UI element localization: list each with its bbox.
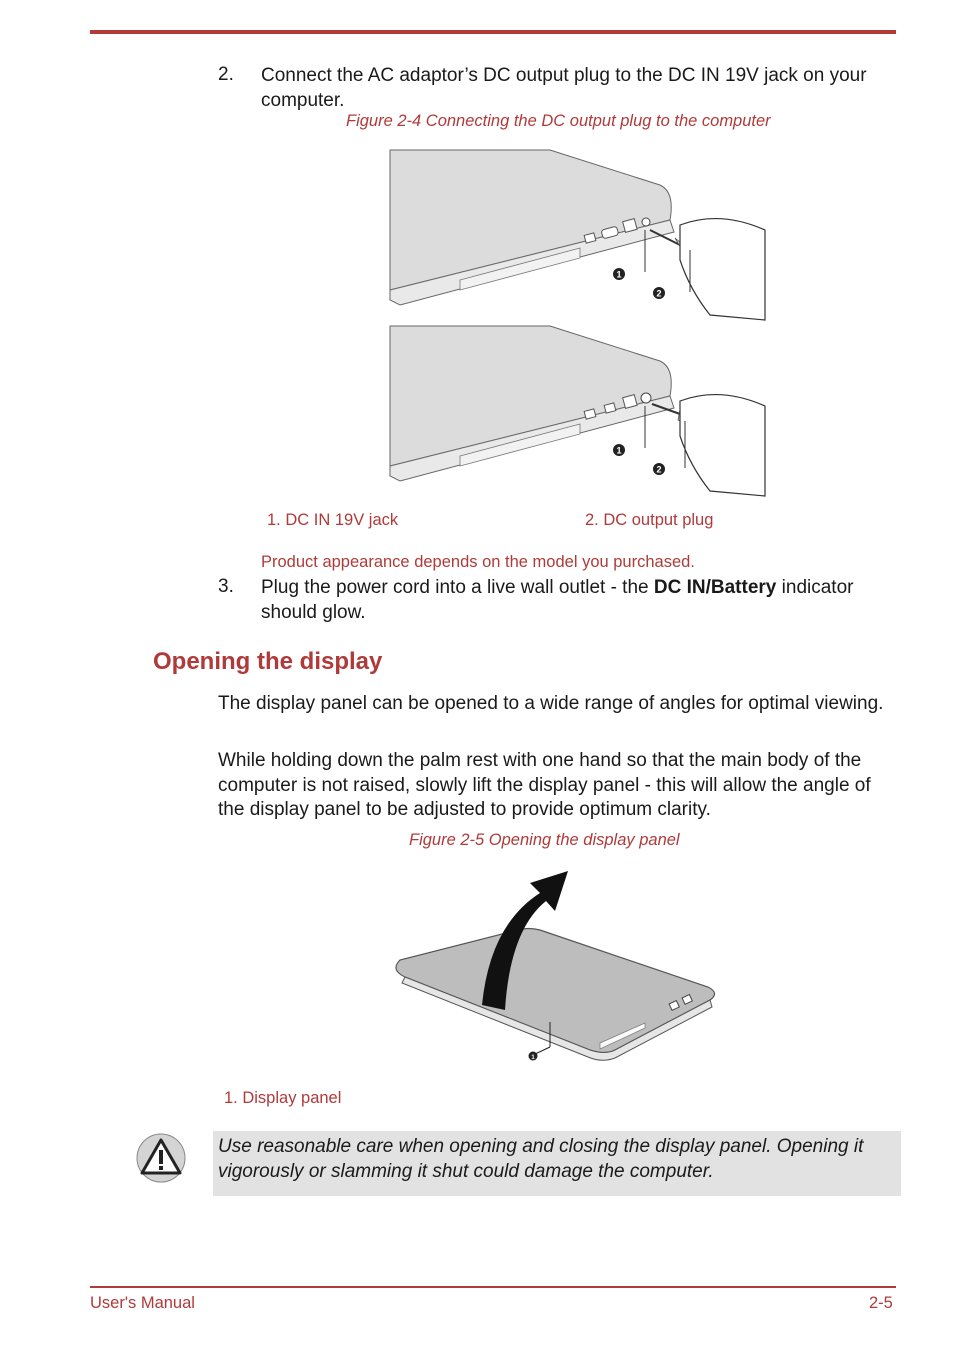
warning-box [213, 1131, 901, 1196]
figure-2-4-legend-1: 1. DC IN 19V jack [267, 511, 399, 529]
warning-text: Use reasonable care when opening and closing the display panel. Opening it vigorously or slamming it shut could damage the computer. [218, 1136, 864, 1182]
figure-2-4-illustration-top [390, 150, 770, 320]
bottom-rule [90, 1286, 896, 1288]
figure-2-4-legend-2: 2. DC output plug [585, 511, 714, 529]
step-3-bold: DC IN/Battery [653, 577, 777, 598]
figure-2-5-illustration [390, 865, 720, 1065]
product-appearance-note: Product appearance depends on the model you purchased. [261, 553, 695, 571]
callout-number-2: 2 [656, 464, 662, 475]
top-rule [90, 30, 896, 34]
paragraph-2: While holding down the palm rest with one hand so that the main body of the computer is not raised, slowly lift the display panel - this will allow the angle of the display panel to be adjusted to provide optimum clarity. [218, 750, 871, 820]
warning-triangle-icon [136, 1133, 186, 1183]
step-2-number: 2. [218, 64, 234, 85]
section-title: Opening the display [153, 648, 383, 675]
step-2-text: Connect the AC adaptor’s DC output plug to the DC IN 19V jack on your computer. [261, 65, 867, 111]
step-3-text [261, 576, 901, 625]
figure-2-5-legend-1: 1. Display panel [224, 1089, 342, 1107]
figure-2-5-caption: Figure 2-5 Opening the display panel [409, 831, 680, 849]
step-3-number: 3. [218, 576, 234, 597]
step-3-text-after: indicator should glow. [261, 577, 854, 623]
paragraph-1: The display panel can be opened to a wide range of angles for optimal viewing. [218, 693, 884, 714]
footer-manual-title: User's Manual [90, 1294, 195, 1312]
step-3-text-before: Plug the power cord into a live wall outlet - the [261, 577, 654, 598]
callout-number-1: 1 [616, 445, 622, 456]
callout-number-1: 1 [616, 269, 622, 280]
figure-2-4-caption: Figure 2-4 Connecting the DC output plug to the computer [346, 112, 771, 130]
footer-page-number: 2-5 [869, 1294, 893, 1312]
callout-number-1: 1 [531, 1055, 535, 1061]
callout-number-2: 2 [656, 288, 662, 299]
figure-2-4-illustration-bottom [390, 326, 770, 496]
